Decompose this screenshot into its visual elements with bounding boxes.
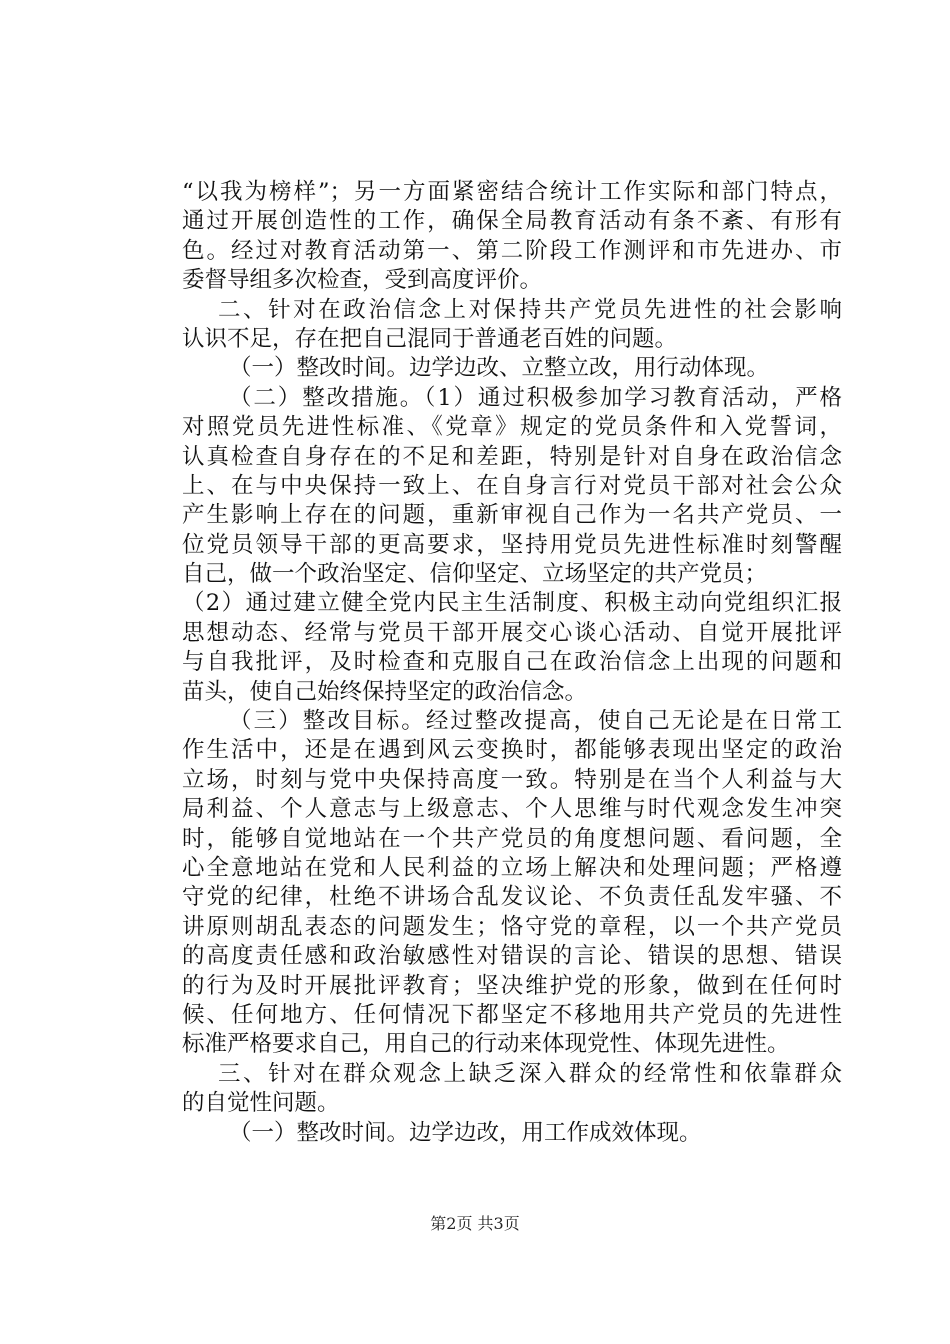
text-line: 心全意地站在党和人民利益的立场上解决和处理问题；严格遵 [182,854,842,881]
text-line: 产生影响上存在的问题，重新审视自己作为一名共产党员、一 [182,502,842,529]
text-line: 自己，做一个政治坚定、信仰坚定、立场坚定的共产党员； [182,561,768,588]
text-line: 时，能够自觉地站在一个共产党员的角度想问题、看问题，全 [182,825,842,852]
text-line: （一）整改时间。边学边改、立整立改，用行动体现。 [229,355,770,382]
text-line: 色。经过对教育活动第一、第二阶段工作测评和市先进办、市 [182,237,842,264]
page-footer: 第2页 共3页 [430,1214,520,1233]
text-line: 候、任何地方、任何情况下都坚定不移地用共产党员的先进性 [182,1001,842,1028]
text-line: 委督导组多次检查，受到高度评价。 [182,267,543,294]
text-line: （2）通过建立健全党内民主生活制度、积极主动向党组织汇报 [182,590,842,617]
text-line: 三、针对在群众观念上缺乏深入群众的经常性和依靠群众 [218,1060,842,1087]
text-line: 立场，时刻与党中央保持高度一致。特别是在当个人利益与大 [182,766,842,793]
text-line: 苗头，使自己始终保持坚定的政治信念。 [182,678,588,705]
text-line: “以我为榜样”；另一方面紧密结合统计工作实际和部门特点， [182,179,842,205]
text-line: 思想动态、经常与党员干部开展交心谈心活动、自觉开展批评 [182,619,842,646]
text-line: 的高度责任感和政治敏感性对错误的言论、错误的思想、错误 [182,943,842,970]
text-line: 局利益、个人意志与上级意志、个人思维与时代观念发生冲突 [182,796,842,823]
text-line: 讲原则胡乱表态的问题发生；恪守党的章程，以一个共产党员 [182,913,842,940]
document-body [182,178,842,1148]
text-line: 的行为及时开展批评教育；坚决维护党的形象，做到在任何时 [182,972,842,999]
text-line: 二、针对在政治信念上对保持共产党员先进性的社会影响 [218,296,842,323]
text-line: （三）整改目标。经过整改提高，使自己无论是在日常工 [229,708,842,735]
text-line: 上、在与中央保持一致上、在自身言行对党员干部对社会公众 [182,472,842,499]
text-line: 标准严格要求自己，用自己的行动来体现党性、体现先进性。 [182,1031,790,1058]
text-line: 位党员领导干部的更高要求，坚持用党员先进性标准时刻警醒 [182,531,842,558]
text-line: 通过开展创造性的工作，确保全局教育活动有条不紊、有形有 [182,208,842,235]
text-line: 对照党员先进性标准、《党章》规定的党员条件和入党誓词， [182,414,842,441]
text-line: （二）整改措施。（1）通过积极参加学习教育活动，严格 [229,384,842,411]
text-line: 的自觉性问题。 [182,1090,340,1117]
text-line: 守党的纪律，杜绝不讲场合乱发议论、不负责任乱发牢骚、不 [182,884,842,911]
text-line: 作生活中，还是在遇到风云变换时，都能够表现出坚定的政治 [182,737,842,764]
text-line: 认识不足，存在把自己混同于普通老百姓的问题。 [182,325,678,352]
text-line: 认真检查自身存在的不足和差距，特别是针对自身在政治信念 [182,443,842,470]
text-line: 与自我批评，及时检查和克服自己在政治信念上出现的问题和 [182,649,842,676]
text-line: （一）整改时间。边学边改，用工作成效体现。 [229,1119,702,1146]
